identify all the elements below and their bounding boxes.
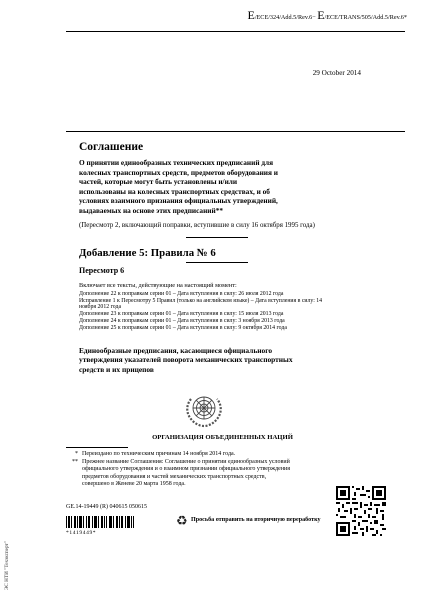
symbol-e-1: E (247, 8, 255, 22)
recycle-icon: ♻ (176, 513, 188, 528)
footnote (66, 459, 306, 499)
recycle-notice: Просьба отправить на вторичную переработку (191, 517, 321, 523)
footnote (66, 451, 306, 459)
organization-name: ОРГАНИЗАЦИЯ ОБЪЕДИНЕННЫХ НАЦИЙ (152, 434, 293, 441)
amendment-item: Дополнение 24 к поправкам серии 01 – Дата вступления в силу: 3 ноября 2013 года (79, 317, 285, 324)
header-rule (66, 31, 405, 32)
addendum-revision: Пересмотр 6 (79, 266, 125, 275)
footnote-mark: * (75, 451, 78, 457)
amendments-list (79, 291, 339, 331)
barcode-number: *1419449* (66, 530, 97, 536)
regulation-subject: Единообразные предписания, касающиеся официального утверждения указателей поворота механических транспортных средств и их прицепов (79, 346, 293, 374)
agreement-revision: (Пересмотр 2, включающий поправки, вступившие в силу 16 октября 1995 года) (79, 222, 315, 229)
title-rule (66, 131, 405, 132)
footnote-text: Переиздано по техническим причинам 14 ноября 2014 года. (82, 451, 236, 457)
separator-line (186, 262, 248, 263)
un-emblem-icon (182, 389, 226, 431)
side-stamp: ЭС НТИ "Техэксперт" (4, 541, 10, 590)
amendment-item: Дополнение 25 к поправкам серии 01 – Дата вступления в силу: 9 октября 2014 года (79, 324, 287, 331)
symbol-1: /ECE/324/Add.5/Rev.6− (254, 14, 316, 21)
amendment-item: Исправление 1 к Пересмотру 5 Правил (только на английском языке) – Дата вступления в силу: 14 ноября 2012 года (79, 297, 323, 311)
job-number: GE.14-19449 (R) 040615 050615 (66, 504, 147, 510)
agreement-subject: О принятии единообразных технических предписаний для колесных транспортных средств, предметов оборудования и частей, которые могут быть установлены и/или использованы на колесных транспортных средствах, и об условиях взаимного признания официальных утверждений, выдаваемых на основе этих предписаний** (79, 158, 278, 215)
un-emblem (182, 389, 226, 436)
addendum-title: Добавление 5: Правила № 6 (79, 247, 216, 259)
document-date: 29 October 2014 (312, 69, 361, 77)
amendment-item: Дополнение 23 к поправкам серии 01 – Дата вступления в силу: 15 июля 2013 года (79, 311, 284, 318)
footnote-text: Прежнее название Соглашения: Соглашение о принятии единообразных условий официального утверждения и о взаимном признании официального утверждения предметов оборудования и частей механических транспортных средств, совершено в Женеве 20 марта 1958 года. (82, 459, 291, 487)
footnote-mark: ** (72, 459, 78, 465)
qr-code-image (336, 486, 386, 536)
separator-line (186, 237, 248, 238)
amendment-item: Дополнение 22 к поправкам серии 01 – Дата вступления в силу: 26 июля 2012 года (79, 291, 284, 297)
document-symbol (247, 8, 407, 23)
footnote-rule (66, 447, 128, 448)
agreement-title: Соглашение (79, 141, 144, 153)
symbol-e-2: E (317, 8, 325, 22)
barcode-image (66, 516, 134, 528)
includes-text: Включает все тексты, действующие на настоящий момент: (79, 282, 237, 289)
symbol-2: /ECE/TRANS/505/Add.5/Rev.6* (324, 14, 407, 21)
